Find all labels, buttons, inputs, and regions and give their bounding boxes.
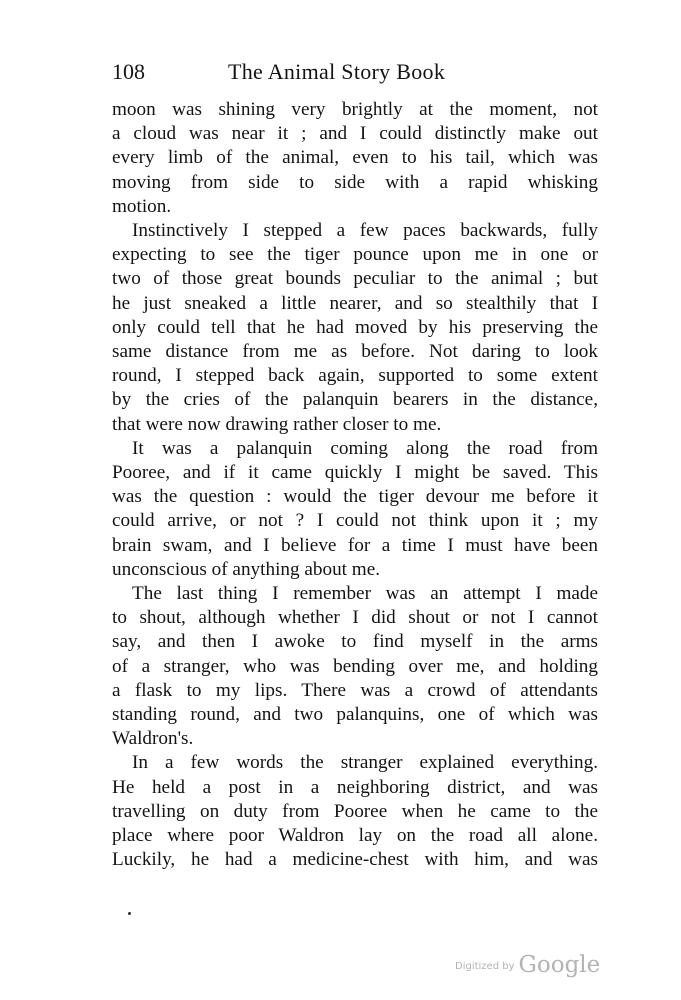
text-line: same distance from me as before. Not daring to look — [112, 341, 598, 363]
text-line: was the question : would the tiger devour me before it — [112, 486, 598, 508]
body-text — [112, 98, 598, 873]
text-line: expecting to see the tiger pounce upon me in one or — [112, 244, 598, 266]
paragraph — [112, 219, 598, 437]
ink-speck — [128, 912, 131, 915]
text-line: It was a palanquin coming along the road from — [132, 437, 598, 459]
page-number: 108 — [112, 59, 145, 84]
text-line: Luckily, he had a medicine-chest with him, and was — [112, 849, 598, 871]
text-line: Waldron's. — [112, 728, 194, 750]
text-line: standing round, and two palanquins, one of which was — [112, 704, 598, 726]
text-line: The last thing I remember was an attempt I made — [132, 583, 598, 605]
text-line: every limb of the animal, even to his tail, which was — [112, 147, 598, 169]
text-line: round, I stepped back again, supported to some extent — [112, 365, 598, 387]
paragraph — [112, 98, 598, 219]
text-line: he just sneaked a little nearer, and so stealthily that I — [112, 292, 598, 314]
text-line: could arrive, or not ? I could not think upon it ; my — [112, 510, 598, 532]
text-line: a flask to my lips. There was a crowd of attendants — [112, 679, 598, 701]
text-line: a cloud was near it ; and I could distinctly make out — [112, 123, 598, 145]
paragraph — [112, 437, 598, 582]
watermark-prefix: Digitized by — [455, 961, 515, 972]
text-line: place where poor Waldron lay on the road all alone. — [112, 825, 598, 847]
text-line: moon was shining very brightly at the moment, not — [112, 99, 598, 120]
text-line: by the cries of the palanquin bearers in the distance, — [112, 389, 598, 411]
text-line: two of those great bounds peculiar to the animal ; but — [112, 268, 598, 290]
text-line: Instinctively I stepped a few paces backwards, fully — [132, 220, 598, 242]
text-line: motion. — [112, 195, 172, 217]
watermark-brand: Google — [518, 952, 601, 978]
paragraph — [112, 582, 598, 751]
running-title: The Animal Story Book — [228, 59, 446, 84]
text-line: Pooree, and if it came quickly I might be saved. This — [112, 462, 598, 484]
text-line: of a stranger, who was bending over me, and holding — [112, 655, 598, 677]
text-line: to shout, although whether I did shout or not I cannot — [112, 607, 598, 629]
paragraph — [112, 751, 598, 872]
text-line: travelling on duty from Pooree when he came to the — [112, 800, 598, 822]
text-line: He held a post in a neighboring district, and was — [112, 776, 598, 798]
digitized-watermark — [455, 952, 600, 978]
text-line: unconscious of anything about me. — [112, 558, 381, 580]
text-line: that were now drawing rather closer to me. — [112, 413, 442, 435]
text-line: only could tell that he had moved by his preserving the — [112, 316, 598, 338]
text-line: say, and then I awoke to find myself in the arms — [112, 631, 598, 653]
text-line: moving from side to side with a rapid whisking — [112, 171, 598, 193]
text-line: In a few words the stranger explained everything. — [132, 752, 598, 774]
text-line: brain swam, and I believe for a time I must have been — [112, 534, 598, 556]
